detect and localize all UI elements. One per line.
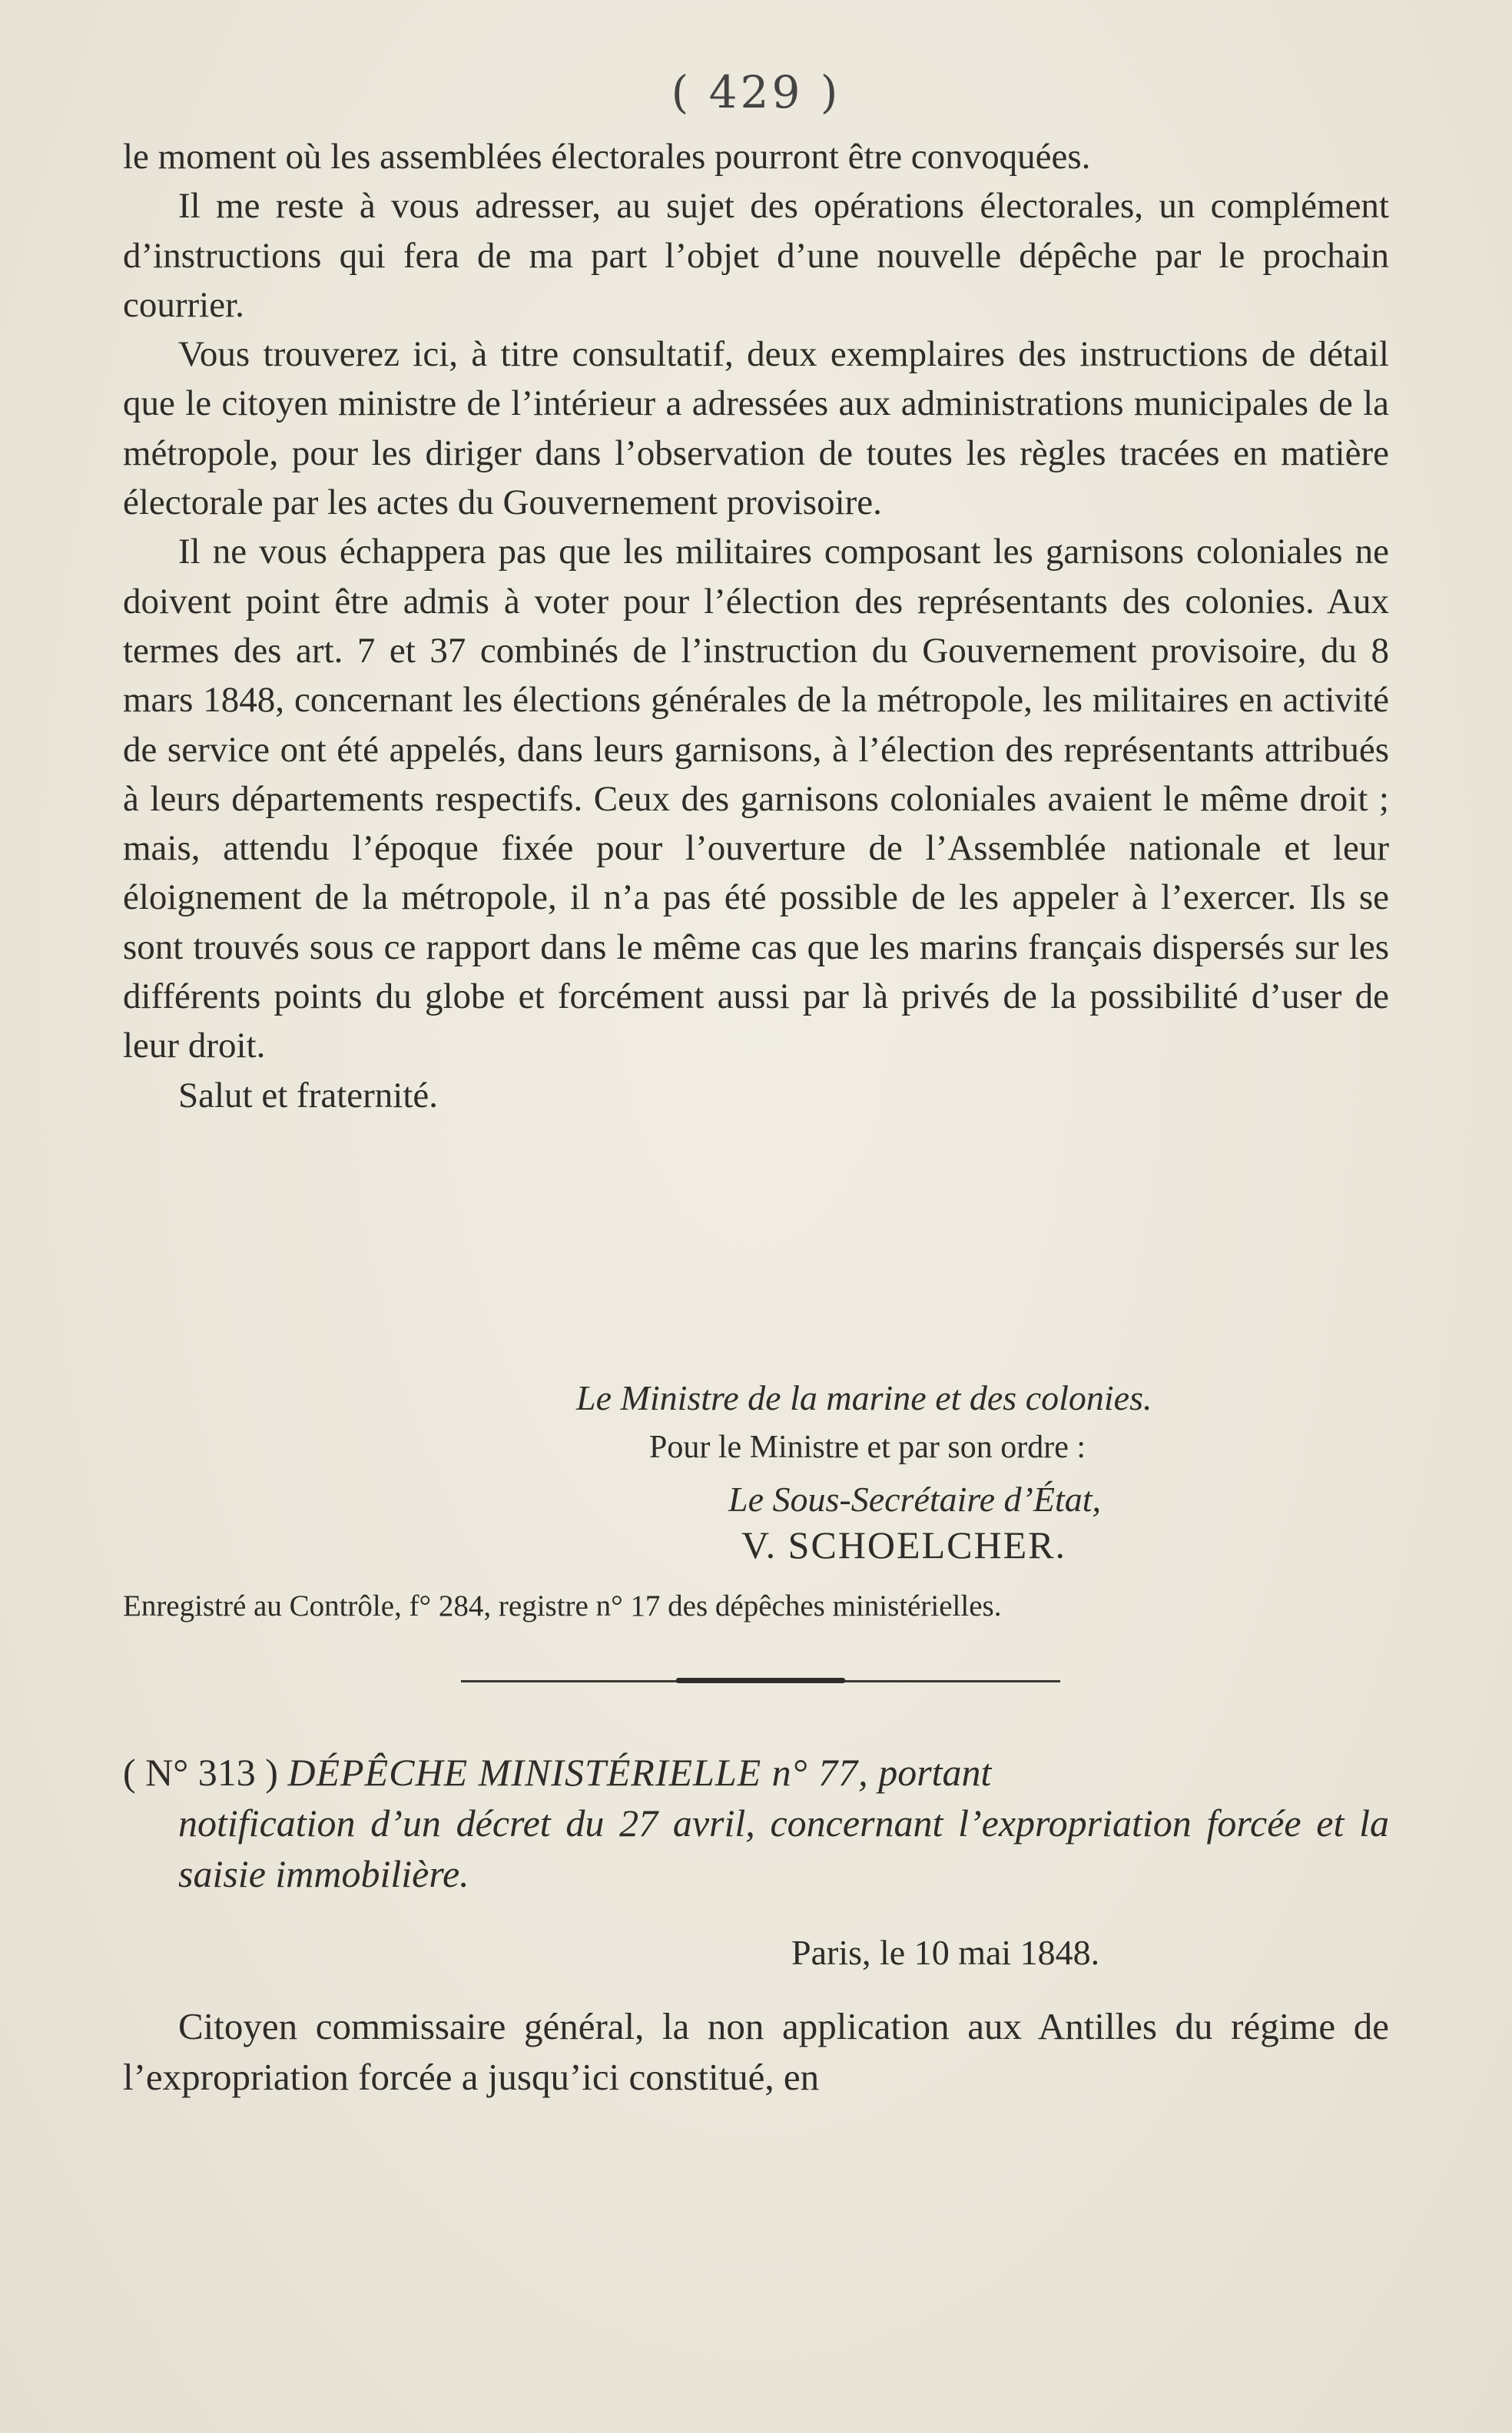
paragraph: le moment où les assemblées électorales pourront être convoquées.	[123, 137, 1091, 177]
signature-role: Le Sous-Secrétaire d’État,	[728, 1480, 1102, 1519]
signature-title: Le Ministre de la marine et des colonies.	[576, 1378, 1152, 1417]
signature-name: V. SCHOELCHER.	[741, 1523, 1066, 1566]
opening-text	[123, 2001, 1389, 2103]
closing-salutation: Salut et fraternité.	[178, 1075, 438, 1115]
paragraph: Il ne vous échappera pas que les militaires composant les garnisons coloniales ne doivent point être admis à voter pour l’élection des représentants des colonies. Aux termes des art. 7 et 37 combinés de l’instruction du Gouvernement provisoire, du 8 mars 1848, concernant les élections générales de la métropole, les militaires en activité de service ont été appelés, dans leurs garnisons, à l’élection des représentants attribués à leurs départements respectifs. Ceux des garnisons coloniales avaient le même droit ; mais, attendu l’époque fixée pour l’ouverture de l’Assemblée nationale et leur éloignement de la métropole, il n’a pas été possible de les appeler à l’exercer. Ils se sont trouvés sous ce rapport dans le même cas que les marins français dispersés sur les différents points du globe et forcément aussi par là privés de la possibilité d’user de leur droit.	[123, 532, 1389, 1066]
section-desc-start: portant	[878, 1751, 992, 1794]
signature-order: Pour le Ministre et par son ordre :	[649, 1430, 1086, 1465]
section-number: ( N° 313 )	[123, 1751, 278, 1794]
section-title: DÉPÊCHE MINISTÉRIELLE n° 77,	[287, 1751, 869, 1794]
paragraph: Vous trouverez ici, à titre consultatif, deux exemplaires des instructions de détail que le citoyen ministre de l’intérieur a adressées aux administrations municipales de la métropole, pour les diriger dans l’observation de toutes les règles tracées en matière électorale par les actes du Gouvernement provisoire.	[123, 334, 1389, 523]
section-heading	[123, 1747, 1389, 1899]
page-number: ( 429 )	[671, 66, 841, 118]
section-divider-ornament	[676, 1678, 845, 1683]
body-text	[123, 132, 1389, 1120]
section-description: notification d’un décret du 27 avril, concernant l’expropriation forcée et la saisie immobilière.	[178, 1802, 1389, 1895]
dispatch-date: Paris, le 10 mai 1848.	[791, 1933, 1100, 1972]
paragraph: Il me reste à vous adresser, au sujet des opérations électorales, un complément d’instructions qui fera de ma part l’objet d’une nouvelle dépêche par le prochain courrier.	[123, 186, 1389, 325]
registration-note: Enregistré au Contrôle, f° 284, registre n° 17 des dépêches ministérielles.	[123, 1589, 1002, 1623]
paragraph: Citoyen commissaire général, la non application aux Antilles du régime de l’expropriation forcée a jusqu’ici constitué, en	[123, 2005, 1389, 2098]
